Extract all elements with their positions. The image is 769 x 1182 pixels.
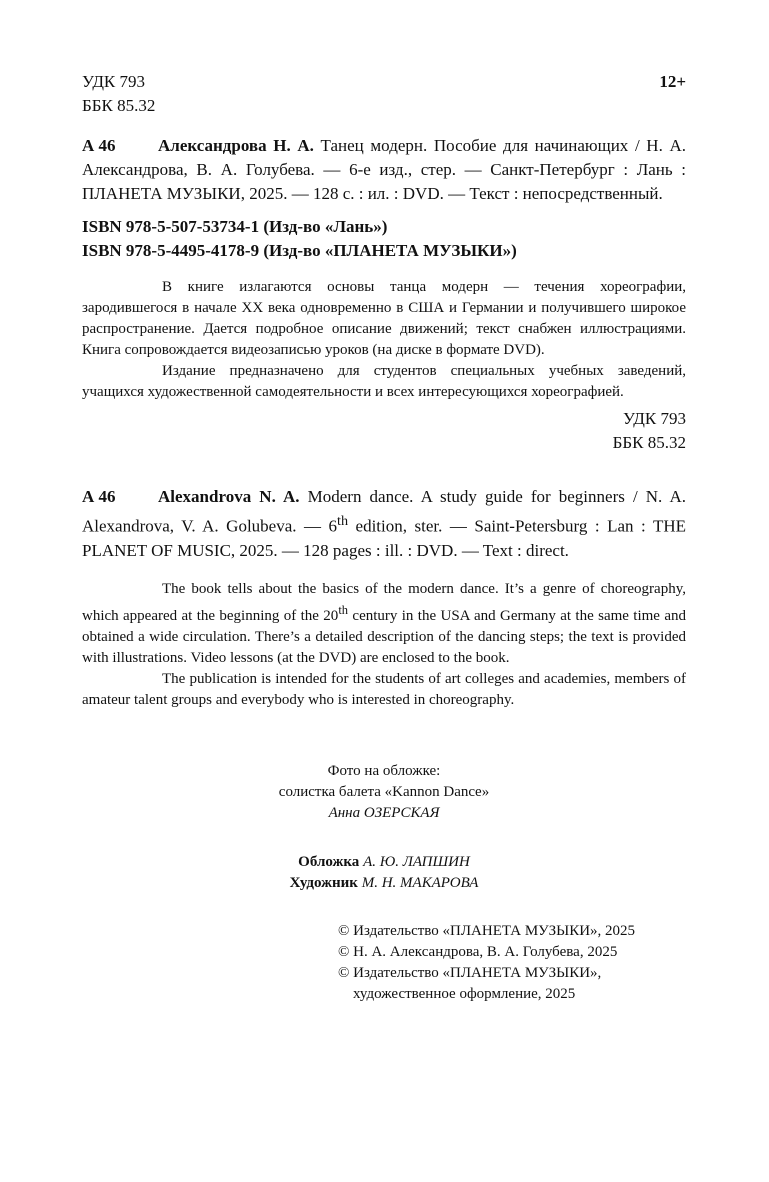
bbk-code: ББК 85.32: [82, 96, 156, 115]
imprint-page: [82, 70, 686, 1005]
description-ru: Танец модерн. Пособие для начинающих / Н. А. Александрова, В. А. Голубева. — 6-е изд., стер. — Санкт-Петербург : Лань : ПЛАНЕТА МУЗЫКИ, 2025. — 128 с. : ил. : DVD. — Текст : непосредственный.: [82, 136, 687, 203]
abstract-en-part-2: century in the USA and Germany at the same time and obtained a wide circulation. There’s a detailed description of the dancing steps; the text is provided with illustrations. Video lessons (at the DVD) are enclosed to the book.: [82, 607, 686, 666]
edition-ordinal-suffix: th: [337, 513, 349, 529]
artist-credit: [82, 873, 686, 894]
classification-footer: [82, 407, 686, 455]
abstract-ru-paragraph-1: В книге излагаются основы танца модерн — течения хореографии, зародившегося в начале XX века одновременно в США и Германии и получившего широкое распространение. Дается подробное описание движений; текст снабжен иллюстрациями. Книга сопровождается видеозаписью уроков (на диске в формате DVD).: [82, 279, 686, 358]
entry-body-en: [82, 485, 686, 563]
photo-author: Анна ОЗЕРСКАЯ: [328, 804, 440, 821]
author-ru: Александрова Н. А.: [158, 136, 314, 155]
century-ordinal-suffix: th: [338, 602, 349, 617]
copyright-line-authors: © Н. А. Александрова, В. А. Голубева, 2025: [338, 943, 618, 960]
abstract-en: [82, 579, 686, 711]
design-credits: [82, 852, 686, 894]
copyright-line-design: © Издательство «ПЛАНЕТА МУЗЫКИ»,: [338, 964, 602, 981]
cover-designer: А. Ю. ЛАПШИН: [359, 853, 470, 870]
abstract-en-paragraph-2: The publication is intended for the students of art colleges and academies, members of amateur talent groups and everybody who is interested in choreography.: [82, 670, 686, 708]
artist-name: М. Н. МАКАРОВА: [357, 874, 479, 891]
udk-code-footer: УДК 793: [622, 409, 686, 428]
description-en-part-2: edition, ster. — Saint-Petersburg : Lan : THE PLANET OF MUSIC, 2025. — 128 pages : ill. : DVD. — Text : direct.: [82, 516, 686, 560]
bbk-code-footer: ББК 85.32: [612, 433, 686, 452]
entry-body-ru: [82, 134, 686, 206]
bibliographic-entry-en: [82, 485, 686, 563]
copyright-line-design-continued: художественное оформление, 2025: [353, 985, 576, 1002]
photo-subject: солистка балета «Kannon Dance»: [278, 783, 490, 800]
artist-label: Художник: [289, 874, 358, 891]
abstract-en-paragraph-1: [82, 579, 686, 669]
cover-credit: [82, 852, 686, 873]
description-en-part-1: Modern dance. A study guide for beginners / N. A. Alexandrova, V. A. Golubeva. — 6: [82, 487, 686, 536]
author-sign-en: А 46: [82, 487, 116, 506]
abstract-ru: [82, 277, 686, 403]
classification-header: [82, 70, 686, 118]
isbn-lan: ISBN 978-5-507-53734-1 (Изд-во «Лань»): [82, 217, 388, 236]
udk-code: УДК 793: [82, 72, 146, 91]
age-rating: 12+: [659, 72, 686, 91]
copyright-block: [338, 921, 686, 1005]
photo-label: Фото на обложке:: [327, 762, 441, 779]
isbn-block: [82, 215, 686, 263]
cover-photo-credits: [82, 761, 686, 824]
author-en: Alexandrova N. A.: [158, 487, 300, 506]
copyright-line-publisher: © Издательство «ПЛАНЕТА МУЗЫКИ», 2025: [338, 922, 636, 939]
cover-label: Обложка: [298, 853, 360, 870]
bibliographic-entry-ru: [82, 134, 686, 206]
abstract-ru-paragraph-2: Издание предназначено для студентов специальных учебных заведений, учащихся художественной самодеятельности и всех интересующихся хореографией.: [82, 363, 686, 400]
abstract-en-part-1: The book tells about the basics of the modern dance. It’s a genre of choreography, which appeared at the beginning of the 20: [82, 580, 686, 624]
isbn-planeta: ISBN 978-5-4495-4178-9 (Изд-во «ПЛАНЕТА МУЗЫКИ»): [82, 241, 517, 260]
author-sign-ru: А 46: [82, 136, 116, 155]
classification-codes: [82, 70, 155, 118]
